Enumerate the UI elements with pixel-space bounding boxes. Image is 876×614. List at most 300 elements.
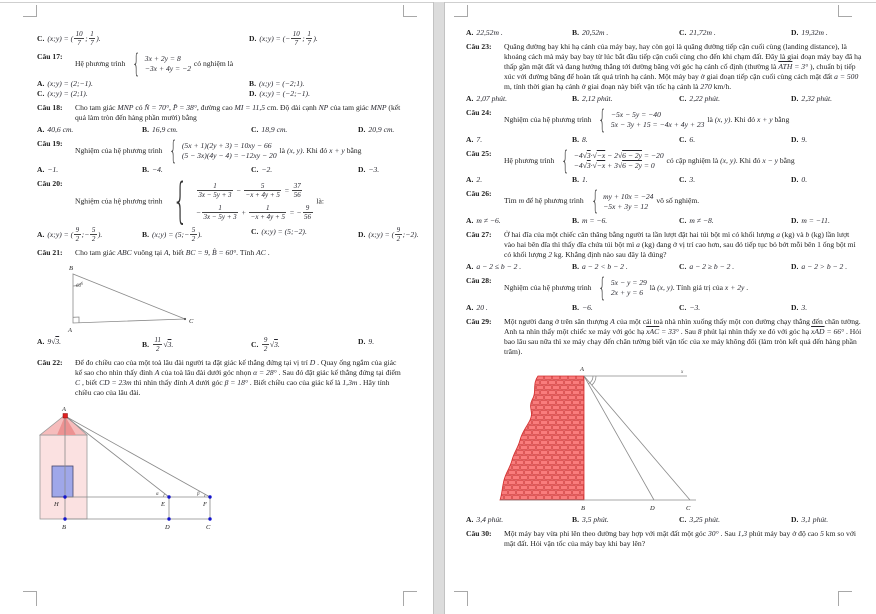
question-block [37, 135, 405, 166]
system-brace: { [590, 186, 599, 217]
answer-option [466, 175, 570, 185]
system-line: (5 − 3x)(4y − 4) = −12xy − 20 [181, 151, 277, 161]
answer-value: a − 2 ≥ b − 2 . [689, 262, 735, 272]
answer-letter: C. [679, 514, 687, 524]
answer-value: 3. [689, 175, 696, 185]
text-run: . Tính [236, 248, 257, 258]
math-run: $\overline{xAC}$ [646, 326, 660, 336]
fraction: $\frac{1}{3x - 5y + 3}$ [203, 203, 237, 222]
answer-option [679, 135, 789, 145]
answer-value: −6. [581, 302, 593, 312]
equation-system [557, 145, 664, 176]
answer-option [466, 135, 570, 145]
answer-value: $\frac{11}{2}$ √3. [154, 336, 174, 354]
text-run: Để đo chiều cao của một toà lâu đài người ta đặt giác kế thẳng đứng tại vị trí [75, 358, 310, 368]
math-run: 5 [820, 528, 824, 538]
angle-arc-f [205, 495, 206, 498]
answer-letter: B. [142, 340, 149, 350]
answer-option [37, 227, 140, 244]
text-run: Tìm [504, 196, 519, 206]
answer-letter: C. [251, 340, 259, 350]
answer-option [358, 165, 405, 175]
figure-wall [492, 360, 862, 513]
question-body [75, 248, 405, 258]
answer-value: 20,52m . [581, 28, 609, 37]
answer-value: $\frac{9}{2}$ √3. [263, 336, 280, 354]
answer-option [142, 165, 249, 175]
equation-system [165, 173, 313, 230]
math-run: NP [318, 102, 329, 112]
answers-row [466, 515, 862, 525]
answer-value: 3,5 phút. [581, 514, 609, 524]
question-block [466, 145, 862, 176]
text-run: dưới góc [193, 378, 225, 388]
text-run: , biết [80, 378, 100, 388]
answer-letter: D. [358, 337, 366, 347]
question-block [466, 230, 862, 260]
answer-option [37, 125, 140, 135]
question-body [504, 42, 862, 92]
answer-option [358, 125, 405, 135]
fraction: $\frac{10}{7}$ [292, 30, 300, 48]
answer-value: 3,4 phút. [476, 514, 504, 524]
radical: √3 [269, 340, 278, 350]
answer-option [249, 31, 405, 48]
system-brace: { [132, 49, 141, 80]
system-line: −3x + 4y = −2 [144, 64, 191, 74]
answer-letter: D. [358, 124, 366, 134]
answer-letter: D. [791, 262, 799, 272]
math-run: (x, y) [657, 283, 673, 293]
page-left-content [0, 3, 433, 614]
fraction: $\frac{10}{7}$ [75, 30, 83, 48]
math-run: x + y [756, 115, 773, 125]
answer-value: m = −6. [581, 216, 608, 226]
answer-option [791, 135, 862, 145]
triangle-outline [73, 274, 185, 323]
label-x: x [681, 369, 684, 375]
tower-window [52, 466, 73, 497]
answers-row [466, 303, 862, 313]
text-run: . [744, 283, 749, 293]
answer-letter: B. [142, 124, 149, 134]
answer-letter: B. [572, 514, 579, 524]
answer-value: −4. [151, 165, 163, 175]
answer-letter: B. [142, 165, 149, 175]
house-figure [37, 402, 252, 536]
answer-option [466, 303, 570, 313]
answer-value: (x;y) = (5;− $\frac{5}{2}$ ). [151, 226, 203, 244]
answer-value: 16,9 cm. [151, 124, 178, 134]
label-b: B [581, 504, 585, 512]
point-a-marker [63, 414, 68, 419]
text-run: (kg) lần lượt vào hai bên đĩa thì thấy đĩa chứa túi bột mì [504, 230, 850, 250]
sight-line-ad [584, 376, 654, 500]
answer-letter: B. [572, 302, 579, 312]
answer-letter: A. [466, 216, 474, 226]
label-a: A [580, 365, 584, 373]
fraction: $\frac{11}{2}$ [154, 336, 161, 354]
answer-letter: C. [37, 34, 45, 44]
fraction: $\frac{1}{-x + 4y + 5}$ [250, 203, 285, 222]
question-block [466, 529, 862, 549]
crop-mark [454, 591, 468, 606]
text-run: Nghiệm của hệ phương trình [75, 145, 165, 155]
label-d: D [165, 524, 170, 532]
answer-option [791, 262, 862, 272]
question-number: Câu 22: [37, 358, 63, 368]
math-run: m [518, 196, 525, 206]
answer-option [572, 303, 677, 313]
answer-letter: C. [679, 94, 687, 103]
crop-mark [838, 5, 852, 17]
answers-row [37, 79, 405, 99]
point-h-dot [63, 496, 66, 499]
text-run: của toà lâu đài dưới góc nhọn [159, 368, 254, 378]
text-run: Hệ phương trình [75, 59, 128, 69]
math-run: A [164, 248, 169, 258]
question-number: Câu 23: [466, 42, 492, 51]
text-run: bằng [344, 145, 362, 155]
answer-letter: C. [679, 262, 687, 272]
radical: √3 [163, 340, 172, 350]
page-gap [433, 2, 445, 614]
answer-value: 6. [689, 134, 696, 144]
math-run: a = 500 [834, 72, 859, 81]
answer-letter: D. [791, 216, 799, 226]
text-run: , đường cao [196, 102, 235, 112]
question-body [504, 317, 862, 357]
math-run: β = 18° [224, 378, 248, 388]
math-run: C [75, 378, 81, 388]
system-line: − $\frac{1}{3x - 5y + 3}$ + $\frac{1}{-x + 4y + 5}$ = − $\frac{9}{56}$ [195, 203, 312, 222]
answer-option [679, 216, 789, 226]
math-run: (x, y) [720, 155, 736, 165]
figure-house [37, 402, 405, 536]
math-run: x + 2y [724, 283, 745, 293]
math-run: D [309, 358, 316, 368]
answer-option [572, 216, 677, 226]
answer-value: a − 2 ≤ b − 2 . [476, 262, 522, 272]
text-run: , [208, 248, 212, 258]
question-body [504, 186, 862, 217]
answer-letter: D. [791, 175, 799, 185]
answer-letter: A. [466, 175, 474, 185]
question-number: Câu 20: [37, 179, 63, 189]
system-brace: { [169, 135, 178, 166]
text-run: phút lại nhìn thấy xe đó với góc hạ [701, 326, 812, 336]
radical: √6 − 2y [617, 151, 643, 161]
fraction: $\frac{1}{7}$ [90, 30, 94, 48]
answer-option [679, 303, 789, 313]
point-b-dot [63, 518, 66, 521]
math-run: $\overline{xAD}$ [811, 326, 825, 336]
math-run: ABC [117, 248, 132, 258]
answer-letter: D. [249, 88, 257, 98]
text-run: có cặp nghiệm là [664, 155, 721, 165]
vertex-label-c: C [189, 318, 194, 326]
math-run: 1,3m [342, 378, 358, 388]
answer-option [572, 28, 677, 38]
text-run: là [647, 283, 658, 293]
answer-value: (x;y) = ( $\frac{9}{2}$ ;− $\frac{5}{2}$ ). [47, 226, 103, 244]
question-block [37, 248, 405, 258]
math-run: x − y [762, 155, 778, 165]
answer-value: (x;y) = (5;−2). [261, 227, 307, 237]
question-block [37, 49, 405, 80]
answers-row [37, 31, 405, 48]
label-alpha: α [156, 492, 159, 498]
angle-label-60: 60° [76, 284, 83, 290]
system-line: 3x + 2y = 8 [144, 54, 181, 64]
math-run: P̂ = 38° [172, 102, 197, 112]
triangle-figure [49, 261, 209, 335]
question-block [466, 186, 862, 217]
answer-value: 18,9 cm. [261, 124, 288, 134]
system-brace: { [598, 273, 607, 304]
math-run: 270 [700, 82, 712, 91]
answer-letter: B. [572, 94, 579, 103]
text-run: phút máy bay ở độ cao [747, 528, 821, 538]
answer-value: 1. [581, 175, 588, 185]
text-run: . Sau [678, 326, 698, 336]
answer-option [679, 515, 789, 525]
answer-option [572, 515, 677, 525]
label-beta: β [197, 492, 200, 498]
text-run: . Biết chiều cao của giác kế là [247, 378, 343, 388]
answer-letter: A. [37, 165, 45, 175]
answer-letter: C. [251, 227, 259, 237]
answer-letter: D. [791, 28, 799, 37]
answer-value: 2. [476, 175, 483, 185]
answers-row [466, 175, 862, 185]
math-run: = 66° [824, 326, 845, 336]
crop-mark [23, 5, 37, 17]
crop-mark [23, 591, 37, 606]
answer-option [249, 79, 405, 89]
answer-option [251, 337, 356, 354]
answer-option [791, 94, 862, 104]
question-block [37, 173, 405, 230]
answers-row [466, 262, 862, 272]
answer-value: 9√3. [47, 337, 62, 347]
question-number: Câu 18: [37, 102, 63, 112]
answer-option [679, 94, 789, 104]
fraction: $\frac{9}{2}$ [263, 336, 268, 354]
text-run: Nghiệm của hệ phương trình [504, 115, 594, 125]
system-lines [196, 180, 314, 224]
system-line: −4√3·√−x + 3√6 − 2y = 0 [573, 161, 655, 171]
vertex-label-a: A [68, 327, 72, 335]
math-run: BC = 9 [185, 248, 209, 258]
radical: √−x [592, 151, 606, 161]
system-lines [145, 54, 191, 74]
fraction: $\frac{1}{3x - 5y + 3}$ [198, 181, 232, 200]
math-run: x + y [329, 145, 345, 155]
answer-value: 19,32m . [801, 28, 828, 37]
answer-value: 3. [801, 302, 808, 312]
answers-row [37, 125, 405, 135]
answer-option [572, 135, 677, 145]
wall-figure [492, 360, 792, 513]
angle-arc-outer [592, 376, 596, 385]
system-brace: { [561, 145, 570, 176]
math-run: a [776, 230, 780, 240]
math-run: AC [256, 248, 266, 258]
answer-option [572, 262, 677, 272]
equation-system [165, 135, 277, 166]
text-run: (kg) và [779, 230, 806, 240]
radical: √3 [51, 337, 60, 347]
question-number: Câu 26: [466, 189, 492, 199]
answer-letter: D. [791, 514, 799, 524]
question-body [504, 230, 862, 260]
text-run: vuông tại [131, 248, 165, 258]
answer-option [358, 227, 419, 244]
text-run: . Hỏi bao lâu sau nữa thì xe máy chạy đến chân tường biết vận tốc của xe máy không đổi (làm tròn kết quả đến hàng phần trăm). [504, 326, 862, 356]
answers-row [37, 165, 405, 175]
answer-value: 3,1 phút. [801, 514, 829, 524]
answer-option [679, 175, 789, 185]
brick-wall [500, 376, 584, 500]
text-run: . Sau [718, 528, 738, 538]
text-run: bằng [777, 155, 795, 165]
crop-mark [838, 591, 852, 606]
answer-option [466, 262, 570, 272]
math-run: 30° [707, 528, 719, 538]
answer-option [251, 125, 356, 135]
answer-letter: D. [791, 94, 799, 103]
system-lines [182, 141, 277, 161]
answer-option [142, 337, 249, 354]
math-run: N̂ = 70° [144, 102, 170, 112]
answer-value: (x;y) = ( $\frac{10}{7}$ ; $\frac{1}{7}$ ). [47, 30, 101, 48]
answer-letter: C. [679, 28, 687, 37]
text-run: Cho tam giác [75, 248, 118, 258]
answer-option [249, 89, 405, 99]
vertex-dot [184, 318, 186, 320]
equation-system [594, 273, 647, 304]
fraction: $\frac{9}{2}$ [396, 226, 401, 244]
page-right-content [445, 3, 876, 614]
math-run: 8 [697, 326, 702, 336]
system-line: 5x − 3y + 15 = −4x + 4y + 23 [610, 120, 705, 130]
math-run: 2 [548, 250, 552, 260]
system-lines [611, 110, 705, 130]
question-body [75, 358, 405, 398]
answer-letter: B. [249, 78, 256, 88]
text-run: (kết quả làm tròn đến hàng phần mười) bằng [75, 102, 401, 122]
answer-letter: D. [791, 134, 799, 144]
answer-letter: C. [679, 302, 687, 312]
fraction: $\frac{9}{56}$ [304, 203, 312, 222]
answer-option [791, 175, 862, 185]
equation-system [587, 186, 654, 217]
answer-letter: A. [466, 262, 474, 272]
answer-value: 2,22 phút. [689, 94, 720, 103]
angle-arc-inner [588, 376, 593, 384]
text-run: Nghiệm của hệ phương trình [75, 197, 165, 207]
answer-value: 2,07 phút. [476, 94, 507, 103]
text-run: . Khi đó [302, 145, 330, 155]
answer-letter: B. [572, 262, 579, 272]
answers-row [466, 28, 862, 38]
answer-value: (x;y) = (−2;1). [258, 78, 305, 88]
question-block [466, 105, 862, 135]
math-run: A [189, 378, 194, 388]
answer-letter: A. [466, 28, 474, 37]
answer-letter: D. [358, 230, 366, 240]
fraction: $\frac{5}{-x + 4y + 5}$ [245, 181, 280, 200]
answer-value: −3. [368, 165, 380, 175]
answer-letter: A. [37, 78, 45, 88]
text-run: là [705, 115, 715, 125]
answer-letter: A. [37, 230, 45, 240]
text-run: ), chuẩn bị tiếp xúc với đường băng để hoàn tất quá trình hạ cánh. Một máy bay ở giai đoạn tiếp cận cuối cùng cách mặt đất [504, 62, 856, 81]
answer-value: 3,25 phút. [689, 514, 720, 524]
text-run: Ở hai đĩa của một chiếc cân thăng bằng người ta lần lượt đặt hai túi bột mì có khối lượng [504, 230, 777, 240]
text-run: kg. Khẳng định nào sau đây là đúng? [552, 250, 667, 260]
math-run: MI = 11,5 [234, 102, 266, 112]
text-run: cm. Độ dài cạnh [265, 102, 319, 112]
system-line: 5x − y = 29 [610, 278, 647, 288]
system-lines [603, 192, 653, 212]
angle-arc-e [164, 494, 165, 497]
text-run: bằng [772, 115, 790, 125]
label-h: H [54, 501, 59, 509]
label-a: A [62, 406, 66, 414]
answer-value: (x;y) = (− $\frac{10}{7}$ ; $\frac{1}{7}$ ). [259, 30, 318, 48]
fraction: $\frac{9}{2}$ [75, 226, 80, 244]
text-run: . Khi đó [730, 115, 757, 125]
answers-row [466, 216, 862, 226]
text-run: Một người đang ở trên sân thượng [504, 316, 611, 326]
answer-value: 40,6 cm. [47, 124, 74, 134]
fraction: $\frac{5}{2}$ [191, 226, 196, 244]
crop-mark [403, 5, 417, 17]
text-run: Cho tam giác [75, 102, 118, 112]
answer-option [679, 262, 789, 272]
answer-value: m ≠ −6. [476, 216, 501, 226]
answer-option [358, 337, 405, 354]
math-run: = 3° [792, 62, 809, 71]
figure-triangle [49, 261, 405, 335]
answer-letter: B. [572, 216, 579, 226]
text-run: của một cái toà nhà nhìn xuống thấy một con đường chạy thẳng đến chân tường. Anh ta nhìn thấy một chiếc xe máy với góc hạ [504, 316, 861, 336]
equation-system [128, 49, 191, 80]
text-run: có nghiệm là [192, 59, 234, 69]
math-run: A [610, 316, 615, 326]
question-body [75, 103, 405, 123]
system-line: my + 10x = −24 [603, 191, 654, 201]
answer-letter: A. [37, 337, 45, 347]
radical: √3 [582, 161, 591, 171]
question-body [504, 145, 862, 176]
answer-value: −3. [689, 302, 701, 312]
answer-value: 9. [368, 337, 375, 347]
answer-option [791, 28, 862, 38]
text-run: . Tính giá trị của [672, 283, 725, 293]
fraction: $\frac{37}{56}$ [293, 181, 301, 200]
text-run: km/h. [711, 82, 732, 91]
text-run: của tam giác [328, 102, 371, 112]
math-run: MNP [117, 102, 134, 112]
system-line: −4√3·√−x − 2√6 − 2y = −20 [573, 151, 664, 161]
answer-option [37, 89, 247, 99]
answer-letter: D. [791, 302, 799, 312]
right-angle-mark [73, 317, 79, 323]
point-c-dot [208, 518, 211, 521]
